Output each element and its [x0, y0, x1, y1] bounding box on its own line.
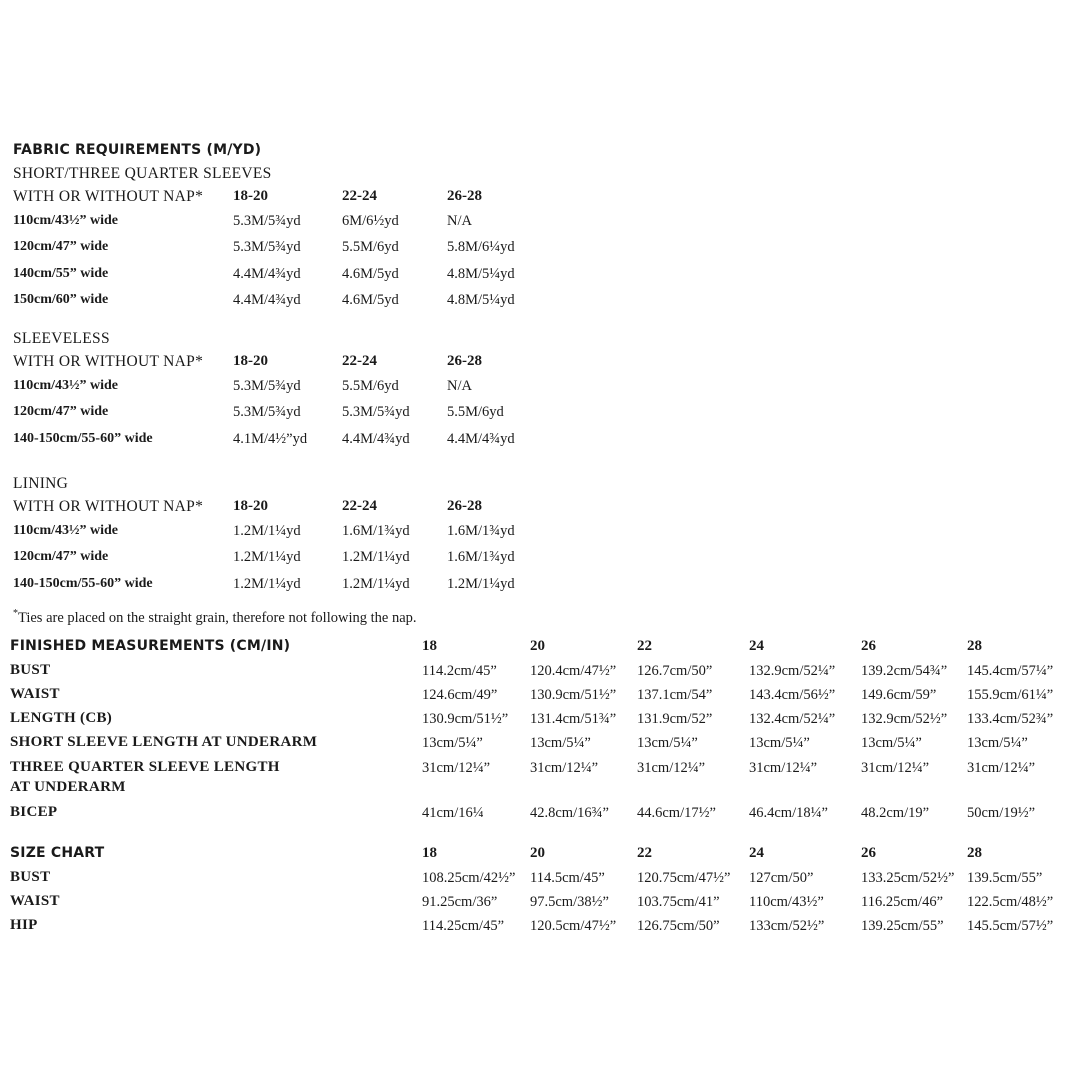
- measurement-cell: 114.2cm/45”: [422, 663, 497, 679]
- measurement-cell: 137.1cm/54”: [637, 687, 713, 703]
- measurement-cell: 133cm/52½”: [749, 918, 825, 934]
- measurement-cell: 114.25cm/45”: [422, 918, 505, 934]
- size-column-header: 26-28: [447, 188, 482, 204]
- measurement-cell: 132.9cm/52½”: [861, 711, 948, 727]
- fabric-yardage-cell: 4.6M/5yd: [342, 291, 399, 308]
- size-chart-title: SIZE CHART: [10, 845, 105, 861]
- measurement-label: WAIST: [10, 686, 60, 702]
- measurement-cell: 103.75cm/41”: [637, 894, 720, 910]
- fabric-requirements-title: FABRIC REQUIREMENTS (M/YD): [13, 142, 262, 158]
- measurement-cell: 155.9cm/61¼”: [967, 687, 1054, 703]
- fabric-yardage-cell: 1.2M/1¼yd: [342, 575, 410, 592]
- measurement-cell: 50cm/19½”: [967, 805, 1036, 821]
- fabric-yardage-cell: 5.8M/6¼yd: [447, 239, 515, 256]
- size-column-header: 22-24: [342, 498, 377, 514]
- measurement-label: HIP: [10, 917, 38, 933]
- measurement-label: LENGTH (CB): [10, 710, 113, 726]
- fabric-width-label: 140-150cm/55-60” wide: [13, 430, 153, 446]
- fabric-yardage-cell: 1.6M/1¾yd: [342, 523, 410, 539]
- footnote-text: Ties are placed on the straight grain, therefore not following the nap.: [18, 610, 417, 626]
- measurement-cell: 31cm/12¼”: [637, 760, 706, 776]
- size-column-header: 20: [530, 638, 545, 654]
- fabric-yardage-cell: 5.3M/5¾yd: [233, 213, 301, 229]
- nap-label: WITH OR WITHOUT NAP*: [13, 188, 204, 205]
- measurement-cell: 13cm/5¼”: [861, 735, 922, 751]
- fabric-yardage-cell: 1.6M/1¾yd: [447, 523, 515, 539]
- measurement-cell: 132.4cm/52¼”: [749, 711, 836, 727]
- measurement-cell: 46.4cm/18¼”: [749, 805, 828, 821]
- measurement-cell: 120.4cm/47½”: [530, 663, 617, 679]
- measurement-cell: 13cm/5¼”: [530, 735, 591, 751]
- fabric-yardage-cell: 6M/6½yd: [342, 213, 399, 229]
- size-column-header: 26: [861, 638, 876, 654]
- measurement-cell: 130.9cm/51½”: [530, 687, 617, 703]
- measurement-cell: 126.75cm/50”: [637, 918, 720, 934]
- measurement-label: THREE QUARTER SLEEVE LENGTH: [10, 759, 280, 775]
- measurement-cell: 114.5cm/45”: [530, 870, 605, 886]
- fabric-width-label: 120cm/47” wide: [13, 404, 109, 420]
- size-column-header: 26-28: [447, 498, 482, 514]
- footnote-mark: *: [13, 608, 18, 620]
- measurement-cell: 110cm/43½”: [749, 894, 824, 910]
- measurement-cell: 122.5cm/48½”: [967, 894, 1054, 910]
- measurement-label: WAIST: [10, 893, 60, 909]
- measurement-cell: 91.25cm/36”: [422, 894, 498, 910]
- fabric-yardage-cell: 4.4M/4¾yd: [447, 430, 515, 447]
- measurement-cell: 31cm/12¼”: [530, 760, 599, 776]
- size-column-header: 22-24: [342, 188, 377, 204]
- fabric-yardage-cell: 1.2M/1¼yd: [233, 549, 301, 566]
- size-column-header: 22: [637, 845, 652, 861]
- measurement-cell: 44.6cm/17½”: [637, 805, 716, 821]
- fabric-yardage-cell: 1.2M/1¼yd: [342, 549, 410, 566]
- measurement-cell: 120.75cm/47½”: [637, 870, 731, 886]
- size-column-header: 24: [749, 845, 764, 861]
- measurement-cell: 132.9cm/52¼”: [749, 663, 836, 679]
- measurement-cell: 116.25cm/46”: [861, 894, 944, 910]
- measurement-cell: 131.9cm/52”: [637, 711, 713, 727]
- measurement-cell: 133.25cm/52½”: [861, 870, 955, 886]
- measurement-cell: 139.5cm/55”: [967, 870, 1043, 886]
- measurement-cell: 48.2cm/19”: [861, 805, 930, 821]
- measurement-cell: 13cm/5¼”: [967, 735, 1028, 751]
- measurement-cell: 127cm/50”: [749, 870, 814, 886]
- fabric-yardage-cell: 5.5M/6yd: [342, 378, 399, 394]
- fabric-yardage-cell: 4.4M/4¾yd: [233, 265, 301, 282]
- section-heading: LINING: [13, 475, 69, 492]
- fabric-yardage-cell: 4.4M/4¾yd: [233, 291, 301, 308]
- measurement-cell: 139.2cm/54¾”: [861, 663, 948, 679]
- fabric-yardage-cell: N/A: [447, 213, 472, 229]
- measurement-cell: 126.7cm/50”: [637, 663, 713, 679]
- fabric-width-label: 110cm/43½” wide: [13, 523, 118, 538]
- size-column-header: 24: [749, 638, 764, 654]
- measurement-cell: 108.25cm/42½”: [422, 870, 516, 886]
- measurement-cell: 145.5cm/57½”: [967, 918, 1054, 934]
- size-column-header: 26: [861, 845, 876, 861]
- size-column-header: 26-28: [447, 353, 482, 369]
- fabric-width-label: 140-150cm/55-60” wide: [13, 575, 153, 591]
- fabric-yardage-cell: 4.4M/4¾yd: [342, 430, 410, 447]
- size-column-header: 22: [637, 638, 652, 654]
- fabric-yardage-cell: 1.2M/1¼yd: [233, 575, 301, 592]
- fabric-yardage-cell: 4.1M/4½”yd: [233, 430, 308, 447]
- fabric-yardage-cell: 1.2M/1¼yd: [447, 575, 515, 592]
- measurement-cell: 145.4cm/57¼”: [967, 663, 1054, 679]
- size-column-header: 22-24: [342, 353, 377, 369]
- measurement-cell: 31cm/12¼”: [749, 760, 818, 776]
- fabric-yardage-cell: 5.3M/5¾yd: [233, 378, 301, 394]
- size-column-header: 20: [530, 845, 545, 861]
- fabric-width-label: 140cm/55” wide: [13, 265, 109, 281]
- measurement-cell: 143.4cm/56½”: [749, 687, 836, 703]
- size-column-header: 28: [967, 638, 982, 654]
- size-column-header: 28: [967, 845, 982, 861]
- measurement-cell: 13cm/5¼”: [637, 735, 698, 751]
- measurement-label: BICEP: [10, 804, 58, 820]
- fabric-yardage-cell: 4.8M/5¼yd: [447, 265, 515, 282]
- fabric-width-label: 110cm/43½” wide: [13, 213, 118, 228]
- measurement-label: BUST: [10, 662, 51, 678]
- size-column-header: 18: [422, 638, 437, 654]
- measurement-cell: 97.5cm/38½”: [530, 894, 609, 910]
- fabric-width-label: 120cm/47” wide: [13, 239, 109, 255]
- measurement-cell: 31cm/12¼”: [967, 760, 1036, 776]
- fabric-yardage-cell: 5.5M/6yd: [447, 404, 504, 421]
- fabric-yardage-cell: 1.2M/1¼yd: [233, 523, 301, 539]
- section-heading: SHORT/THREE QUARTER SLEEVES: [13, 165, 272, 182]
- fabric-yardage-cell: 1.6M/1¾yd: [447, 549, 515, 566]
- fabric-yardage-cell: 5.3M/5¾yd: [342, 404, 410, 421]
- fabric-yardage-cell: N/A: [447, 378, 472, 394]
- measurement-cell: 13cm/5¼”: [749, 735, 810, 751]
- measurement-cell: 31cm/12¼”: [861, 760, 930, 776]
- measurement-cell: 124.6cm/49”: [422, 687, 498, 703]
- measurement-cell: 13cm/5¼”: [422, 735, 483, 751]
- measurement-cell: 131.4cm/51¾”: [530, 711, 617, 727]
- fabric-yardage-cell: 5.5M/6yd: [342, 239, 399, 256]
- fabric-yardage-cell: 5.3M/5¾yd: [233, 239, 301, 256]
- size-column-header: 18-20: [233, 498, 268, 514]
- measurement-cell: 120.5cm/47½”: [530, 918, 617, 934]
- fabric-yardage-cell: 4.6M/5yd: [342, 265, 399, 282]
- fabric-width-label: 110cm/43½” wide: [13, 378, 118, 393]
- measurement-cell: 31cm/12¼”: [422, 760, 491, 776]
- nap-label: WITH OR WITHOUT NAP*: [13, 498, 204, 515]
- size-column-header: 18-20: [233, 353, 268, 369]
- fabric-width-label: 120cm/47” wide: [13, 549, 109, 565]
- nap-label: WITH OR WITHOUT NAP*: [13, 353, 204, 370]
- measurement-label: SHORT SLEEVE LENGTH AT UNDERARM: [10, 734, 318, 750]
- fabric-yardage-cell: 4.8M/5¼yd: [447, 291, 515, 308]
- size-column-header: 18-20: [233, 188, 268, 204]
- measurement-cell: 139.25cm/55”: [861, 918, 944, 934]
- size-column-header: 18: [422, 845, 437, 861]
- measurement-cell: 42.8cm/16¾”: [530, 805, 609, 821]
- measurement-label: AT UNDERARM: [10, 779, 126, 795]
- finished-measurements-title: FINISHED MEASUREMENTS (CM/IN): [10, 638, 291, 654]
- measurement-cell: 149.6cm/59”: [861, 687, 937, 703]
- footnote: [13, 610, 417, 627]
- measurement-cell: 41cm/16¼: [422, 805, 484, 821]
- measurement-label: BUST: [10, 869, 51, 885]
- measurement-cell: 133.4cm/52¾”: [967, 711, 1054, 727]
- fabric-width-label: 150cm/60” wide: [13, 291, 109, 307]
- measurement-cell: 130.9cm/51½”: [422, 711, 509, 727]
- fabric-yardage-cell: 5.3M/5¾yd: [233, 404, 301, 421]
- section-heading: SLEEVELESS: [13, 330, 110, 347]
